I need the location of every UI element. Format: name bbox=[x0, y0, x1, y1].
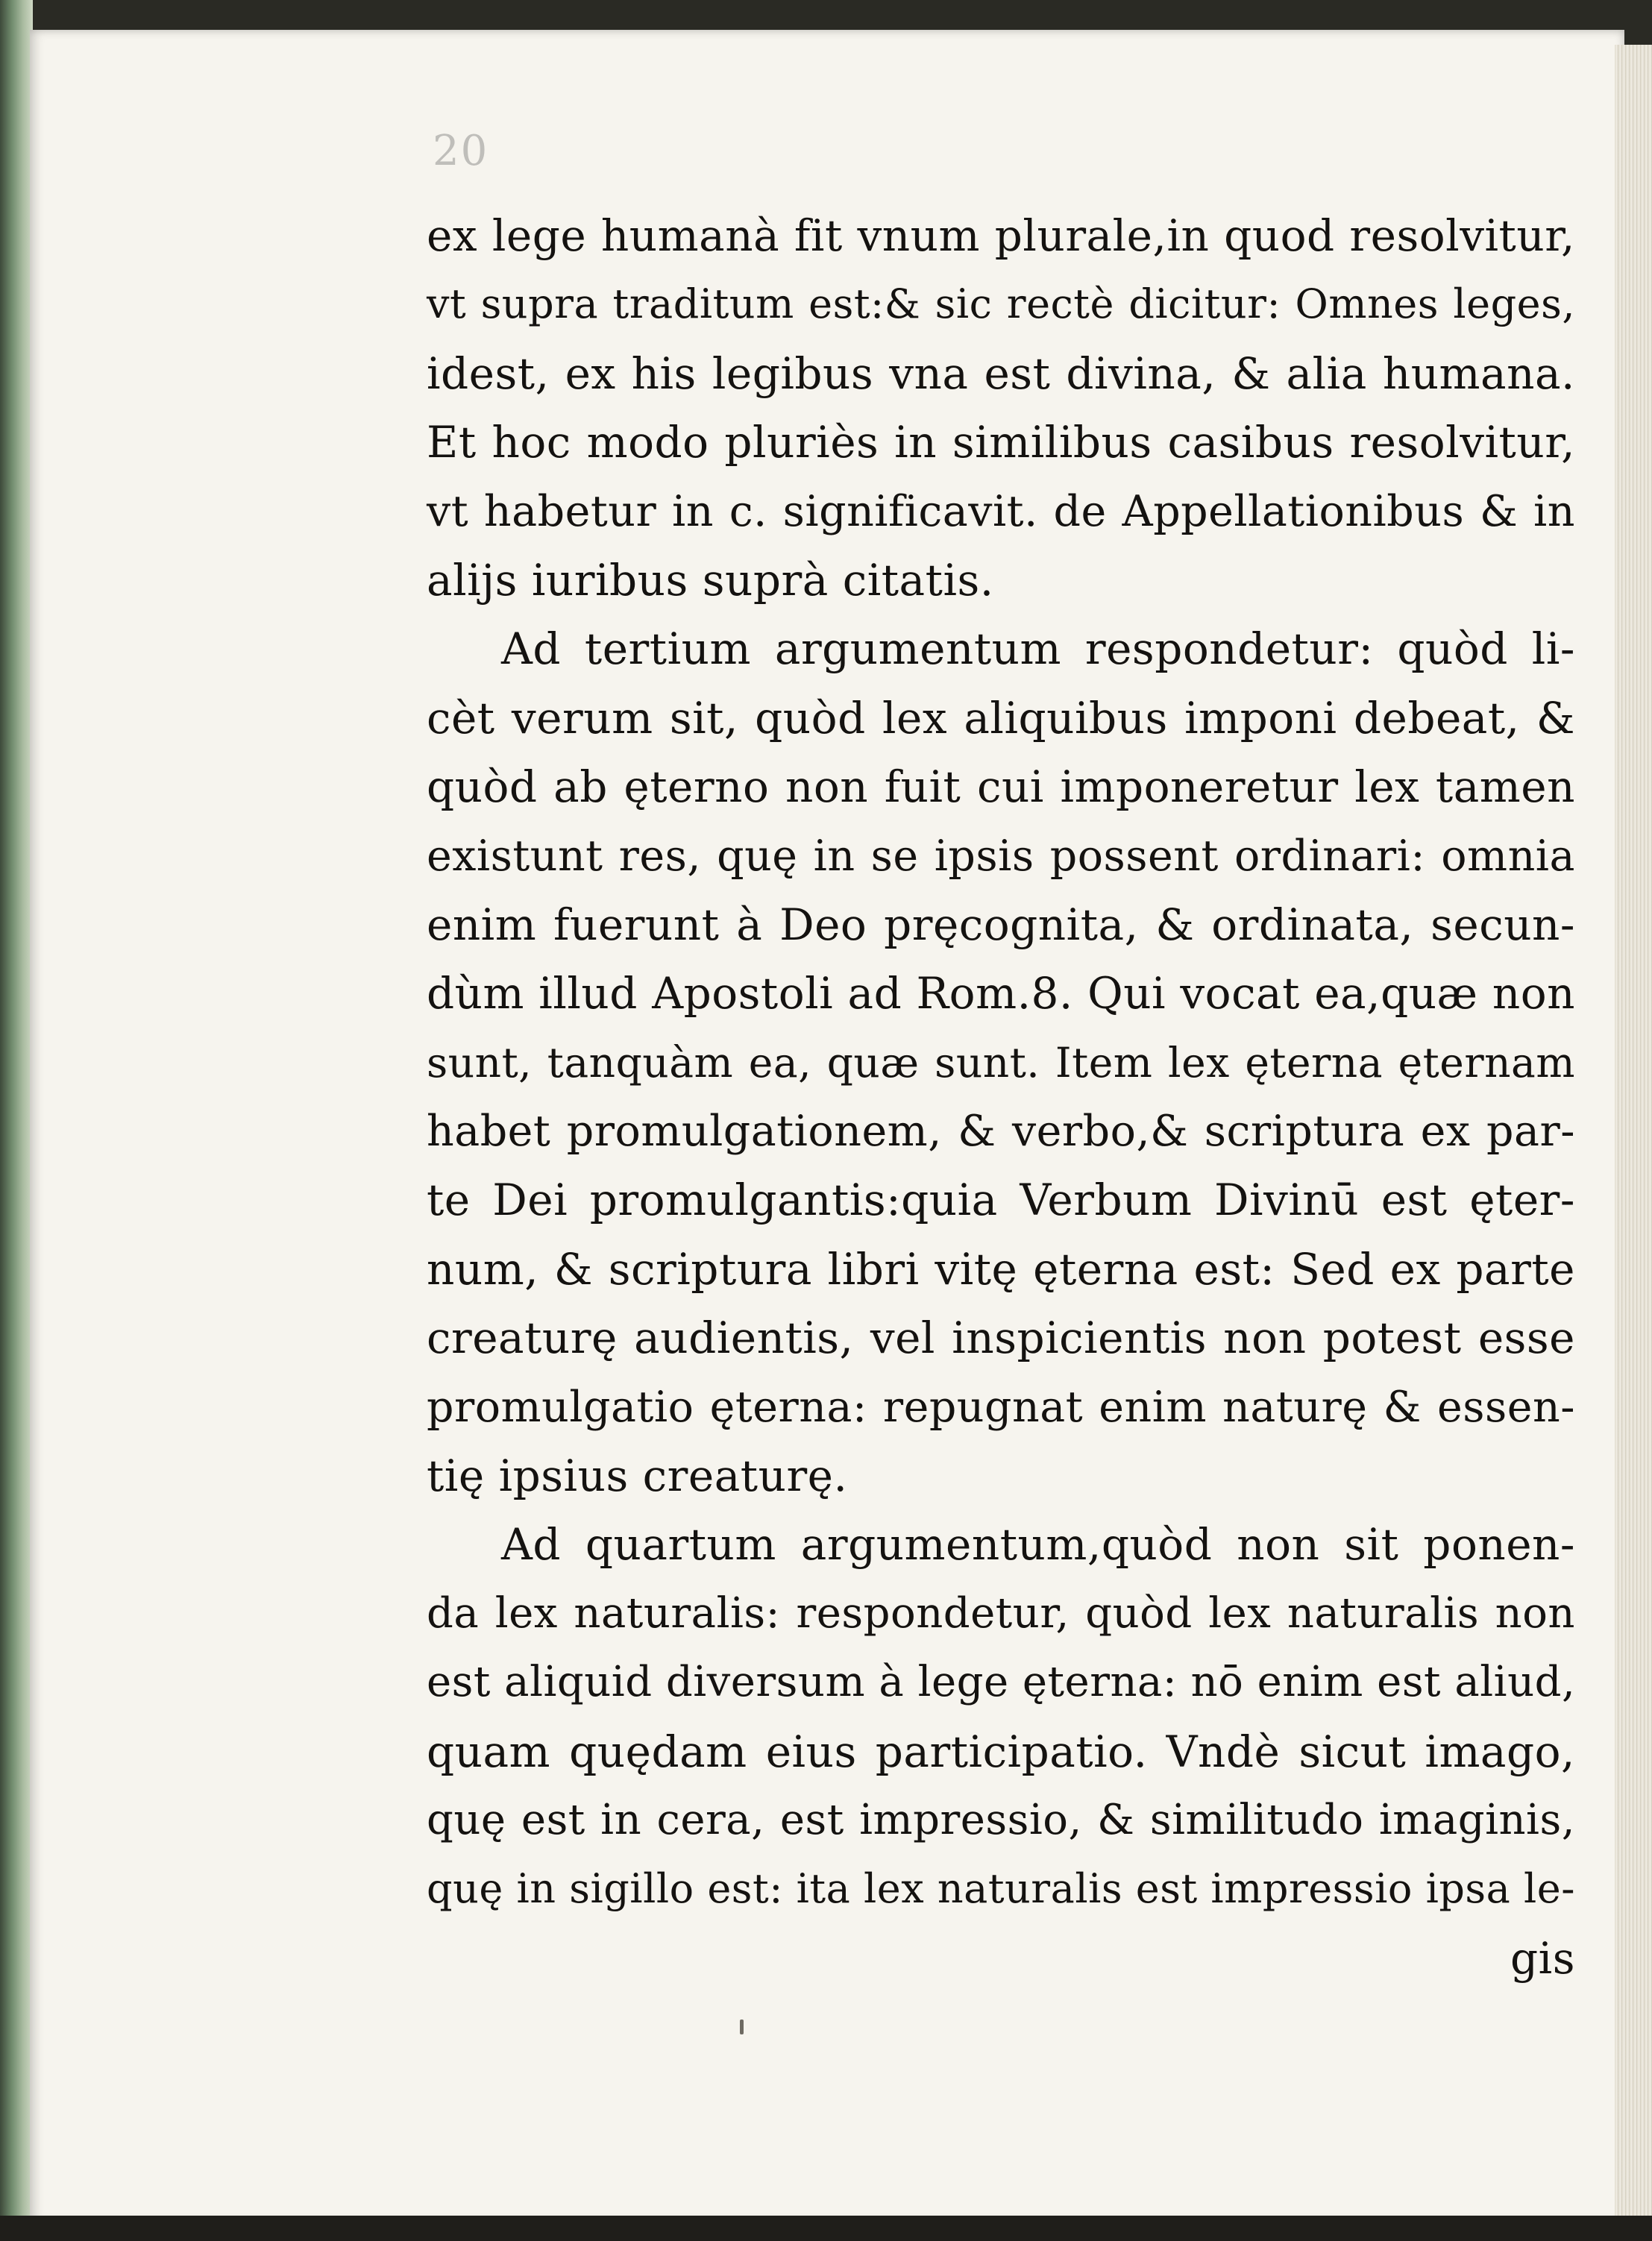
page-folio: 20 bbox=[433, 127, 489, 175]
text-line: habet promulgationem, & verbo,& scriptura ex par- bbox=[427, 1107, 1575, 1157]
text-line: tię ipsius creaturę. bbox=[427, 1450, 848, 1502]
text-line: promulgatio ęterna: repugnat enim naturę & essen- bbox=[427, 1382, 1575, 1432]
text-line: quam quędam eius participatio. Vndè sicut imago, bbox=[427, 1726, 1575, 1777]
catchword: gis bbox=[1510, 1932, 1575, 1984]
text-line: quòd ab ęterno non fuit cui imponeretur lex tamen bbox=[427, 761, 1575, 813]
text-line: alijs iuribus suprà citatis. bbox=[427, 554, 994, 606]
text-line: Ad tertium argumentum respondetur: quòd li- bbox=[501, 623, 1575, 675]
text-line: enim fuerunt à Deo pręcognita, & ordinata, secun- bbox=[427, 899, 1575, 950]
text-line: vt supra traditum est:& sic rectè dicitur: Omnes leges, bbox=[427, 280, 1575, 328]
text-line: Ad quartum argumentum,quòd non sit ponen- bbox=[501, 1519, 1575, 1571]
text-line: sunt, tanquàm ea, quæ sunt. Item lex ęterna ęternam bbox=[427, 1038, 1575, 1087]
text-line: existunt res, quę in se ipsis possent ordinari: omnia bbox=[427, 831, 1575, 881]
text-line: Et hoc modo pluriès in similibus casibus resolvitur, bbox=[427, 417, 1575, 468]
text-line: vt habetur in c. significavit. de Appellationibus & in bbox=[427, 486, 1575, 536]
page-stack-edge bbox=[1615, 45, 1652, 2241]
text-line: est aliquid diversum à lege ęterna: nō enim est aliud, bbox=[427, 1658, 1576, 1707]
text-line: te Dei promulgantis:quia Verbum Divinū est ęter- bbox=[427, 1175, 1575, 1226]
text-line: creaturę audientis, vel inspicientis non potest esse bbox=[427, 1313, 1575, 1364]
text-line: quę in sigillo est: ita lex naturalis est impressio ipsa le- bbox=[427, 1865, 1575, 1913]
text-line: quę est in cera, est impressio, & similitudo imaginis, bbox=[427, 1795, 1575, 1844]
text-line: da lex naturalis: respondetur, quòd lex naturalis non bbox=[427, 1588, 1575, 1638]
text-line: ex lege humanà fit vnum plurale,in quod resolvitur, bbox=[427, 210, 1575, 261]
text-line: num, & scriptura libri vitę ęterna est: Sed ex parte bbox=[427, 1243, 1575, 1295]
print-mark bbox=[740, 2020, 744, 2034]
text-line: idest, ex his legibus vna est divina, & alia humana. bbox=[427, 348, 1575, 399]
text-line: cèt verum sit, quòd lex aliquibus imponi debeat, & bbox=[427, 692, 1575, 744]
text-line: dùm illud Apostoli ad Rom.8. Qui vocat ea,quæ non bbox=[427, 968, 1575, 1019]
book-binding bbox=[0, 0, 33, 2241]
text-block bbox=[427, 201, 1575, 1993]
page-bottom-edge bbox=[0, 2216, 1652, 2241]
